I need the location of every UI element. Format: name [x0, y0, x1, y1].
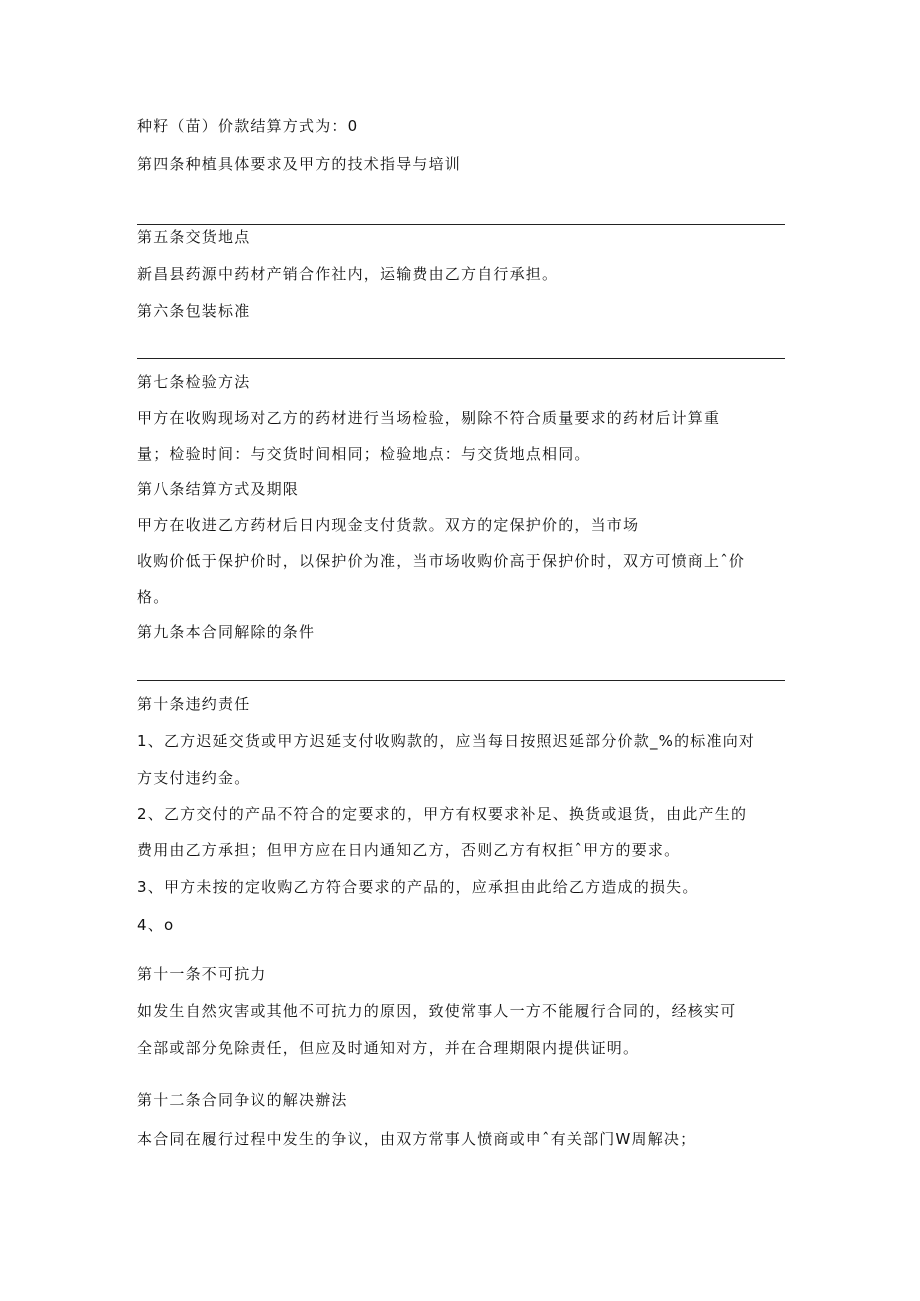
blank-fill-line [137, 224, 785, 225]
liability-item-4: 4、o [137, 916, 175, 934]
liability-item-2-line-1: 2、乙方交付的产品不符合的定要求的，甲方有权要求补足、换货或退货，由此产生的 [137, 805, 748, 823]
liability-item-3: 3、甲方未按的定收购乙方符合要求的产品的，应承担由此给乙方造成的损失。 [137, 878, 699, 896]
blank-fill-line [137, 358, 785, 359]
article-10-heading: 第十条违约责任 [137, 695, 251, 713]
article-12-heading: 第十二条合同争议的解决辦法 [137, 1091, 348, 1109]
force-majeure-text-line-2: 全部或部分免除责任，但应及时通知对方，并在合理期限内提供证明。 [137, 1039, 640, 1057]
inspection-text-line-2: 量；检验时间：与交货时间相同；检验地点：与交货地点相同。 [137, 445, 591, 463]
article-9-heading: 第九条本合同解除的条件 [137, 623, 316, 641]
seed-price-settlement-line: 种籽（苗）价款结算方式为：0 [137, 117, 359, 135]
force-majeure-text-line-1: 如发生自然灾害或其他不可抗力的原因，致使常事人一方不能履行合同的，经核实可 [137, 1002, 737, 1020]
article-6-heading: 第六条包装标准 [137, 302, 251, 320]
delivery-location-text: 新昌县药源中药材产销合作社内，运输费由乙方自行承担。 [137, 265, 559, 283]
article-5-heading: 第五条交货地点 [137, 228, 251, 246]
article-8-heading: 第八条结算方式及期限 [137, 480, 300, 498]
article-11-heading: 第十一条不可抗力 [137, 965, 267, 983]
settlement-text-line-2: 收购价低于保护价时，以保护价为准，当市场收购价高于保护价时，双方可愤商上ˆ价 [137, 552, 746, 570]
liability-item-1-line-2: 方支付违约金。 [137, 769, 251, 787]
liability-item-2-line-2: 费用由乙方承担；但甲方应在日内通知乙方，否则乙方有权拒ˆ甲方的要求。 [137, 841, 681, 859]
dispute-resolution-text: 本合同在履行过程中发生的争议，由双方常事人愤商或申ˆ有关部门W周解决； [137, 1130, 697, 1148]
blank-fill-line [137, 680, 785, 681]
article-4-heading: 第四条种植具体要求及甲方的技术指导与培训 [137, 155, 462, 173]
liability-item-1-line-1: 1、乙方迟延交货或甲方迟延支付收购款的，应当每日按照迟延部分价款_%的标准向对 [137, 732, 756, 750]
inspection-text-line-1: 甲方在收购现场对乙方的药材进行当场检验，剔除不符合质量要求的药材后计算重 [137, 409, 721, 427]
article-7-heading: 第七条检验方法 [137, 373, 251, 391]
settlement-text-line-1: 甲方在收进乙方药材后日内现金支付货款。双方的定保护价的，当市场 [137, 516, 640, 534]
settlement-text-line-3: 格。 [137, 588, 170, 606]
